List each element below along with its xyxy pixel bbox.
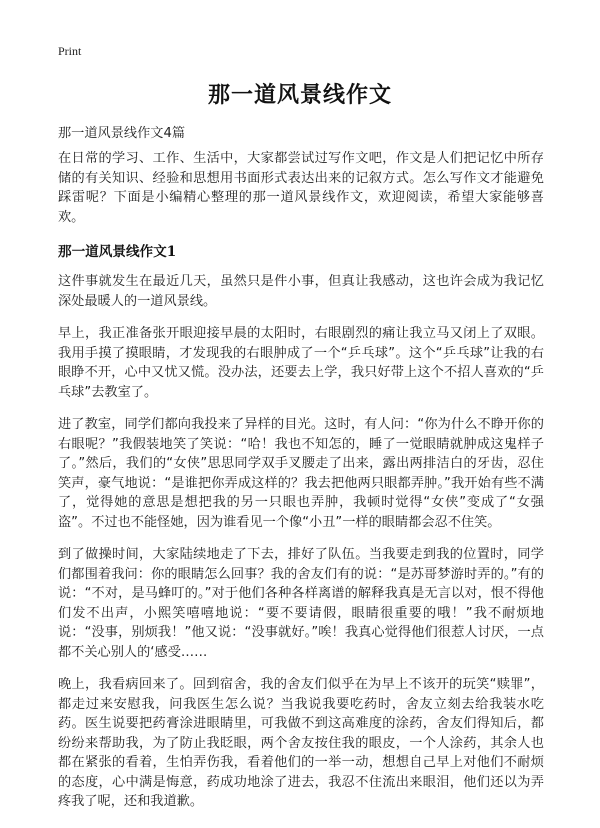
body-paragraph-1: 这件事就发生在最近几天，虽然只是件小事，但真让我感动，这也许会成为我记忆深处最暖人的一道风景线。: [58, 274, 544, 309]
page-title: 那一道风景线作文: [207, 83, 392, 108]
document-body: [58, 149, 544, 825]
section-heading: 那一道风景线作文1: [58, 244, 177, 260]
document-subtitle: 那一道风景线作文4篇: [58, 126, 186, 141]
body-paragraph-3: 进了教室，同学们都向我投来了异样的目光。这时，有人问：“你为什么不睁开你的右眼呢？”我假装地笑了笑说：“哈！我也不知怎的，睡了一觉眼睛就肿成这鬼样子了。”然后，我们的“女侠”思思同学双手叉腰走了出来，露出两排洁白的牙齿，忍住笑声，豪气地说：“是谁把你弄成这样的？我去把他两只眼都弄肿。”我开始有些不满了，觉得她的意思是想把我的另一只眼也弄肿，我顿时觉得“女侠”变成了“女强盗”。不过也不能怪她，因为谁看见一个像“小丑”一样的眼睛都会忍不住笑。: [58, 417, 544, 530]
body-paragraph-4: 到了做操时间，大家陆续地走了下去，排好了队伍。当我要走到我的位置时，同学们都围着我问：你的眼睛怎么回事？我的舍友们有的说：“是苏哥梦游时弄的。”有的说：“不对，是马蜂叮的。”对于他们各种各样离谱的解释我真是无言以对，恨不得他们发不出声，小熙笑嘻嘻地说：“要不要请假，眼睛很重要的哦！”我不耐烦地说：“没事，别烦我！”他又说：“没事就好。”唉！我真心觉得他们很惹人讨厌，一点都不关心别人的‘感受……: [58, 547, 544, 660]
body-paragraph-2: 早上，我正准备张开眼迎接早晨的太阳时，右眼剧烈的痛让我立马又闭上了双眼。我用手摸了摸眼睛，才发现我的右眼肿成了一个“乒乓球”。这个“乒乓球”让我的右眼睁不开，心中又忧又慌。没办法，还要去上学，我只好带上这个不招人喜欢的“乒乓球”去教室了。: [58, 326, 544, 400]
intro-paragraph: 在日常的学习、工作、生活中，大家都尝试过写作文吧，作文是人们把记忆中所存储的有关知识、经验和思想用书面形式表达出来的记叙方式。怎么写作文才能避免踩雷呢？下面是小编精心整理的那一道风景线作文，欢迎阅读，希望大家能够喜欢。: [58, 151, 544, 225]
print-label: Print: [58, 44, 82, 58]
body-paragraph-5: 晚上，我看病回来了。回到宿舍，我的舍友们似乎在为早上不该开的玩笑“赎罪”，都走过来安慰我，问我医生怎么说？当我说我要吃药时，舍友立刻去给我装水吃药。医生说要把药膏涂进眼睛里，可我做不到这高难度的涂药，舍友们得知后，都纷纷来帮助我，为了防止我眨眼，两个舍友按住我的眼皮，一个人涂药，其余人也都在紧张的看着，生怕弄伤我，看着他们的一举一动，想想自己早上对他们不耐烦的态度，心中满是悔意，药成功地涂了进去，我忍不住流出来眼泪，他们还以为弄疼我了呢，还和我道歉。: [58, 677, 544, 809]
